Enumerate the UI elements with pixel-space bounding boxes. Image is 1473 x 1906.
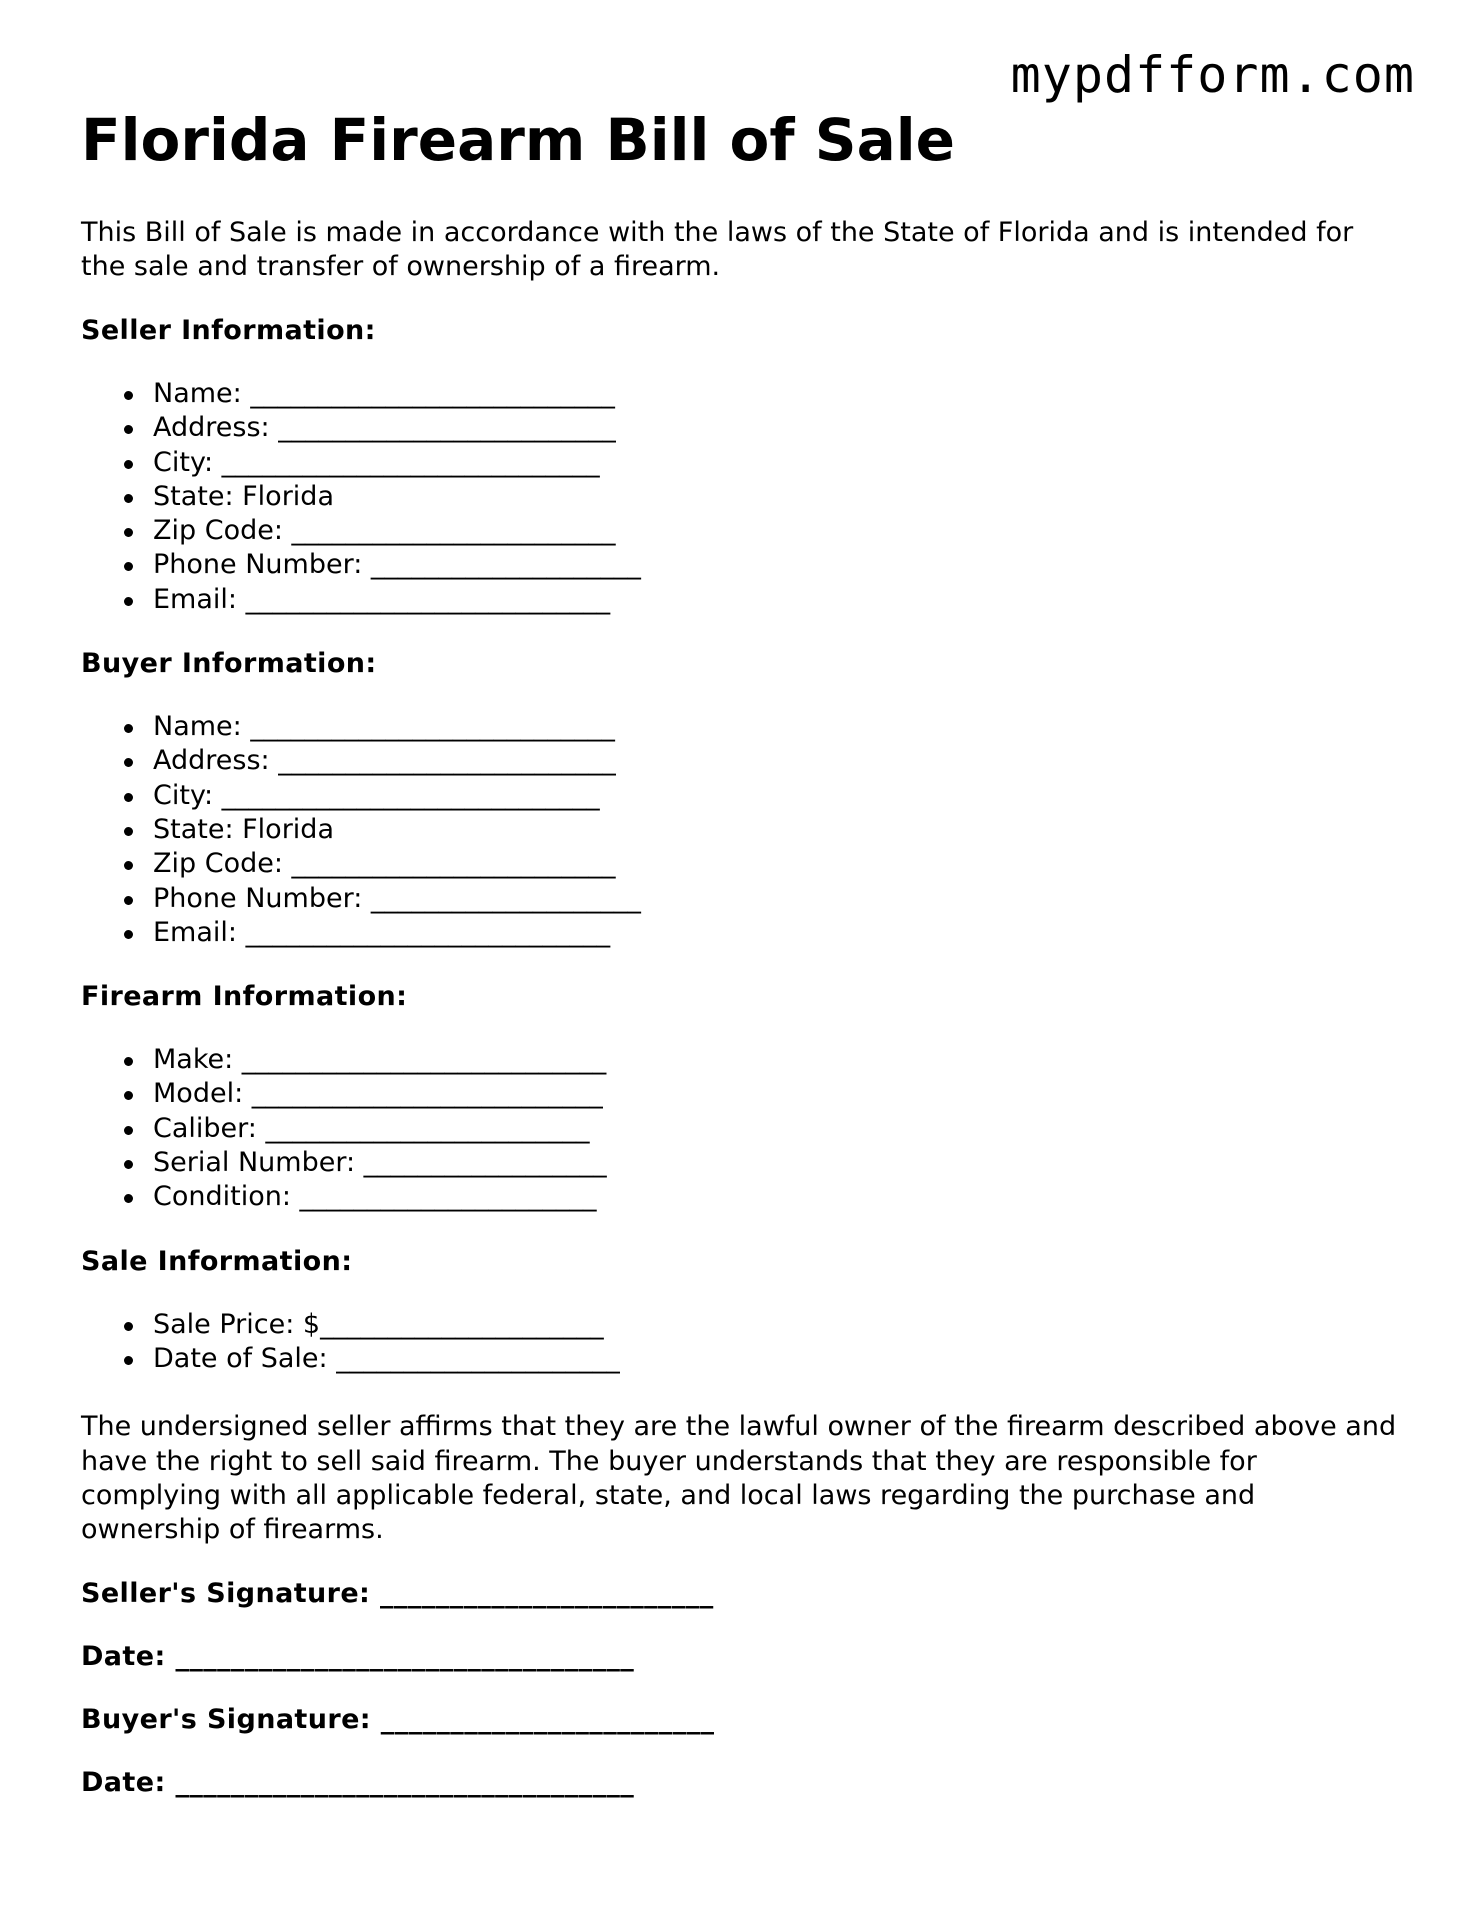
buyer-email-field[interactable]: Email: ___________________________ [153,916,1401,950]
seller-state-field: State: Florida [153,480,1401,514]
seller-email-field[interactable]: Email: ___________________________ [153,583,1401,617]
seller-zip-field[interactable]: Zip Code: ________________________ [153,514,1401,548]
firearm-field-list [81,1043,1401,1214]
sale-date-field[interactable]: Date of Sale: _____________________ [153,1342,1401,1376]
seller-date-line[interactable]: Date: _________________________________ [81,1641,635,1673]
buyer-signature-line[interactable]: Buyer's Signature: ________________________ [81,1704,715,1736]
buyer-city-field[interactable]: City: ____________________________ [153,779,1401,813]
firearm-condition-field[interactable]: Condition: ______________________ [153,1180,1401,1214]
document-body [81,98,1401,1800]
sale-section-heading: Sale Information: [81,1245,353,1277]
buyer-section-heading: Buyer Information: [81,648,377,680]
buyer-address-field[interactable]: Address: _________________________ [153,744,1401,778]
firearm-make-field[interactable]: Make: ___________________________ [153,1043,1401,1077]
intro-paragraph: This Bill of Sale is made in accordance with the laws of the State of Florida and is intended for the sale and transfer of ownership of a firearm. [81,217,1354,282]
seller-field-list [81,377,1401,617]
watermark: mypdfform.com [1010,46,1415,104]
buyer-date-line[interactable]: Date: _________________________________ [81,1767,635,1799]
firearm-serial-field[interactable]: Serial Number: __________________ [153,1146,1401,1180]
sale-price-field[interactable]: Sale Price: $_____________________ [153,1308,1401,1342]
seller-phone-field[interactable]: Phone Number: ____________________ [153,548,1401,582]
firearm-caliber-field[interactable]: Caliber: ________________________ [153,1112,1401,1146]
seller-city-field[interactable]: City: ____________________________ [153,446,1401,480]
buyer-state-field: State: Florida [153,813,1401,847]
buyer-name-field[interactable]: Name: ___________________________ [153,710,1401,744]
buyer-phone-field[interactable]: Phone Number: ____________________ [153,882,1401,916]
seller-signature-line[interactable]: Seller's Signature: ________________________ [81,1578,714,1610]
buyer-field-list [81,710,1401,950]
sale-field-list [81,1308,1401,1377]
buyer-zip-field[interactable]: Zip Code: ________________________ [153,847,1401,881]
seller-address-field[interactable]: Address: _________________________ [153,411,1401,445]
firearm-section-heading: Firearm Information: [81,981,408,1013]
seller-section-heading: Seller Information: [81,315,376,346]
affirmation-paragraph: The undersigned seller affirms that they are the lawful owner of the firearm described above and have the right to sell said firearm. The buyer understands that they are responsible for complying with all applicable federal, state, and local laws regarding the purchase and ownership of firearms. [81,1411,1397,1546]
firearm-model-field[interactable]: Model: __________________________ [153,1077,1401,1111]
seller-name-field[interactable]: Name: ___________________________ [153,377,1401,411]
document-title: Florida Firearm Bill of Sale [81,106,955,174]
